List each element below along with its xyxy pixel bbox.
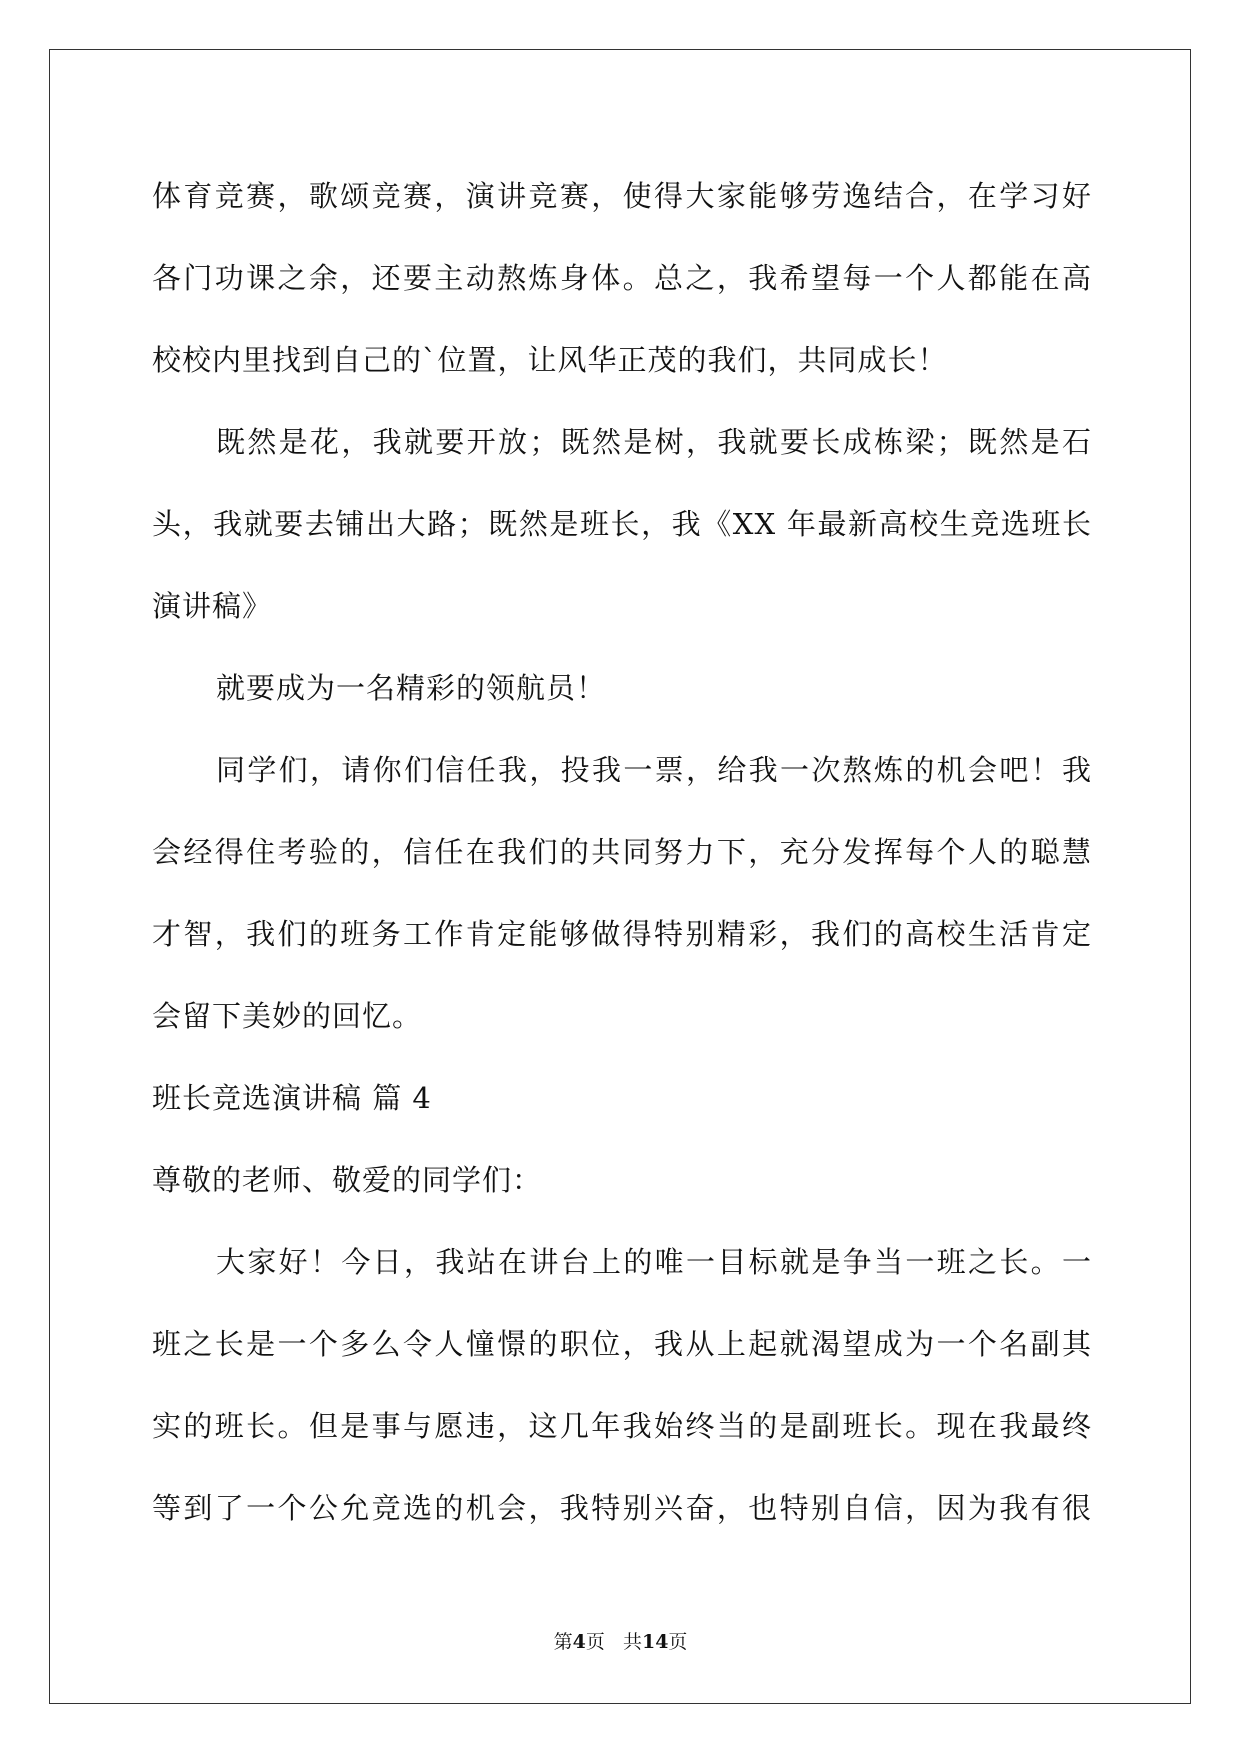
salutation: 尊敬的老师、敬爱的同学们： [152, 1163, 543, 1197]
paragraph-1-line-3: 校校内里找到自己的`位置，让风华正茂的我们，共同成长！ [152, 343, 948, 377]
footer-page-number: 4 [572, 1631, 586, 1653]
paragraph-4-line-1: 同学们，请你们信任我，投我一票，给我一次熬炼的机会吧！我 [216, 753, 1092, 787]
paragraph-3-line-1: 就要成为一名精彩的领航员！ [216, 671, 607, 705]
footer-total-pages: 14 [641, 1631, 669, 1653]
footer-page-suffix: 页 [585, 1631, 605, 1653]
footer-prefix: 第 [553, 1631, 573, 1653]
paragraph-4-line-4: 会留下美妙的回忆。 [152, 999, 423, 1033]
page-footer [0, 1630, 1241, 1654]
paragraph-4-line-2: 会经得住考验的，信任在我们的共同努力下，充分发挥每个人的聪慧 [152, 835, 1092, 869]
paragraph-4-line-3: 才智，我们的班务工作肯定能够做得特别精彩，我们的高校生活肯定 [152, 917, 1092, 951]
section-title: 班长竞选演讲稿 篇 4 [152, 1081, 432, 1115]
paragraph-1-line-2: 各门功课之余，还要主动熬炼身体。总之，我希望每一个人都能在高 [152, 261, 1092, 295]
document-body [152, 166, 1092, 1560]
final-paragraph-line-3: 实的班长。但是事与愿违，这几年我始终当的是副班长。现在我最终 [152, 1409, 1092, 1443]
paragraph-2-line-3: 演讲稿》 [152, 589, 273, 623]
paragraph-1-line-1: 体育竞赛，歌颂竞赛，演讲竞赛，使得大家能够劳逸结合，在学习好 [152, 179, 1092, 213]
final-paragraph-line-2: 班之长是一个多么令人憧憬的职位，我从上起就渴望成为一个名副其 [152, 1327, 1092, 1361]
final-paragraph-line-4: 等到了一个公允竞选的机会，我特别兴奋，也特别自信，因为我有很 [152, 1491, 1092, 1525]
paragraph-2-line-1: 既然是花，我就要开放；既然是树，我就要长成栋梁；既然是石 [216, 425, 1092, 459]
paragraph-2-line-2: 头，我就要去铺出大路；既然是班长，我《XX 年最新高校生竞选班长 [152, 507, 1092, 541]
final-paragraph-line-1: 大家好！今日，我站在讲台上的唯一目标就是争当一班之长。一 [216, 1245, 1092, 1279]
footer-total-prefix: 共 [622, 1631, 642, 1653]
footer-total-suffix: 页 [668, 1631, 688, 1653]
